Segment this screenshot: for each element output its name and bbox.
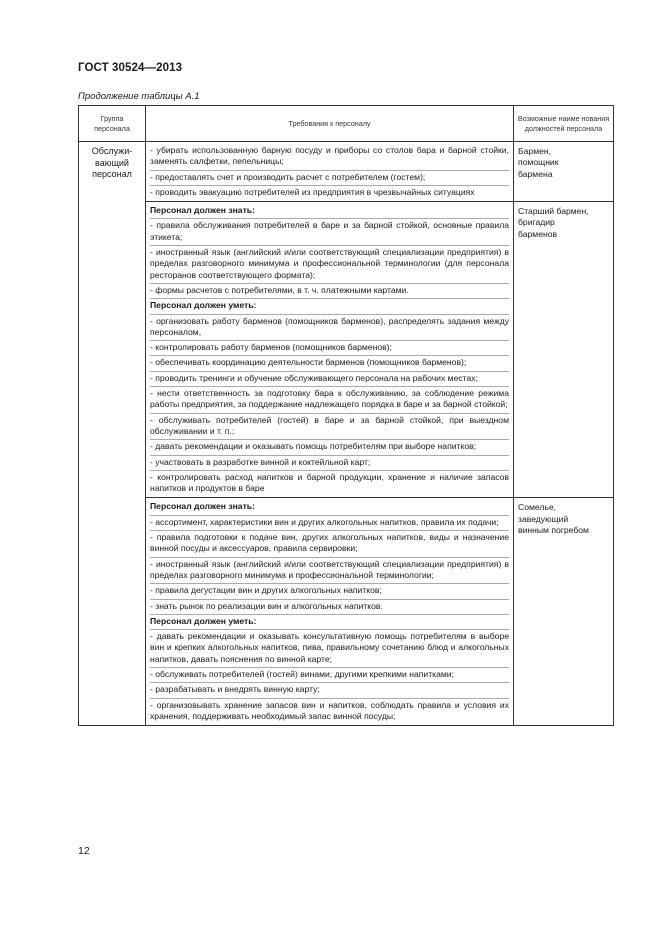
requirement-item: - убирать использованную барную посуду и приборы со столов бара и барной стойки, заменять салфетки, пепельницы; (150, 144, 509, 171)
requirement-item: - организовывать хранение запасов вин и напитков, соблюдать правила и условия их хранения, поддерживать необходимый запас винной посуды; (150, 699, 509, 721)
position-title-line: барменов (518, 228, 558, 239)
positions-cell (514, 498, 614, 726)
table-row (79, 142, 614, 202)
position-title-line: винным погребом (518, 525, 589, 536)
requirements-cell (146, 202, 514, 498)
requirement-item: - проводить эвакуацию потребителей из предприятия в чрезвычайных ситуациях (150, 186, 475, 197)
requirements-heading: Персонал должен уметь: (150, 299, 509, 314)
positions-cell (514, 142, 614, 202)
position-title-line: Старший бармен, (518, 206, 589, 217)
column-header: Группа персонала (79, 106, 146, 142)
requirement-item: - формы расчетов с потребителями, в т. ч. платежными картами. (150, 284, 509, 299)
page-number: 12 (78, 845, 90, 857)
group-label-line: персонал (92, 169, 132, 180)
position-title-line: Сомелье, (518, 502, 557, 513)
group-cell (79, 142, 146, 726)
position-title-line: Бармен, (518, 146, 552, 156)
position-title-line: помощник (518, 157, 559, 168)
requirement-item: - контролировать расход напитков и барной продукции, хранение и наличие запасов напитков и продуктов в баре (150, 471, 509, 494)
requirement-item: - правила дегустации вин и других алкогольных напитков; (150, 584, 509, 599)
requirements-heading: Персонал должен знать: (150, 500, 509, 515)
table-row (79, 202, 614, 498)
requirements-heading: Персонал должен знать: (150, 204, 509, 219)
requirement-item: - знать рынок по реализации вин и алкогольных напитков. (150, 600, 509, 615)
requirement-item: - обслуживать потребителей (гостей) в баре и за барной стойкой, при выездном обслуживании и т. п.; (150, 414, 509, 441)
requirement-item: - иностранный язык (английский и/или соответствующий специализации предприятия) в пределах разговорного минимума и профессиональной терминологии (для персонала ресторанов соответствующего формата); (150, 246, 509, 284)
requirement-item: - организовать работу барменов (помощников барменов), распределять задания между персоналом, (150, 315, 509, 342)
requirement-item: - обеспечивать координацию деятельности барменов (помощников барменов); (150, 356, 509, 371)
requirement-item: - правила подготовки к подаче вин, других алкогольных напитков, виды и назначение винной посуды и аксессуаров, правила сервировки; (150, 531, 509, 558)
table-row (79, 498, 614, 726)
document-code: ГОСТ 30524—2013 (78, 62, 183, 74)
position-title-line: бармена (518, 168, 553, 179)
requirement-item: - участвовать в разработке винной и коктейльной карт; (150, 456, 509, 471)
requirement-item: - давать рекомендации и оказывать консультативную помощь потребителям в выборе вин и крепких алкогольных напитков, пива, правильному сочетанию блюд и алкогольных напитков, давать пояснения по винной карте; (150, 630, 509, 668)
column-header: Требования к персоналу (146, 106, 514, 142)
requirement-item: - правила обслуживания потребителей в баре и за барной стойкой, основные правила этикета; (150, 219, 509, 246)
column-header: Возможные наиме нования должностей персонала (514, 106, 614, 142)
requirement-item: - разрабатывать и внедрять винную карту; (150, 683, 509, 698)
group-label-line: вающий (95, 157, 129, 168)
position-title-line: заведующий (518, 513, 569, 524)
requirement-item: - предоставлять счет и производить расчет с потребителем (гостем); (150, 171, 509, 186)
table-header-row (79, 106, 614, 142)
requirement-item: - ассортимент, характеристики вин и других алкогольных напитков, правила их подачи; (150, 516, 509, 531)
requirement-item: - иностранный язык (английский и/или соответствующий специализации предприятия) в пределах разговорного минимума и профессиональной терминологии; (150, 558, 509, 585)
requirement-item: - контролировать работу барменов (помощников барменов); (150, 341, 509, 356)
requirement-item: - обслуживать потребителей (гостей) винами, другими крепкими напитками; (150, 668, 509, 683)
group-label-line: Обслужи- (91, 146, 133, 156)
requirement-item: - давать рекомендации и оказывать помощь потребителям при выборе напитков; (150, 440, 509, 455)
positions-cell (514, 202, 614, 498)
requirements-cell (146, 142, 514, 202)
requirement-item: - нести ответственность за подготовку бара к обслуживанию, за соблюдение режима работы предприятия, за поддержание надлежащего порядка в баре и за барной стойкой; (150, 387, 509, 414)
requirements-cell (146, 498, 514, 726)
requirements-table (78, 105, 614, 726)
table-caption: Продолжение таблицы А.1 (78, 91, 200, 102)
requirement-item: - проводить тренинги и обучение обслуживающего персонала на рабочих местах; (150, 372, 509, 387)
requirements-heading: Персонал должен уметь: (150, 615, 509, 630)
position-title-line: бригадир (518, 217, 555, 228)
